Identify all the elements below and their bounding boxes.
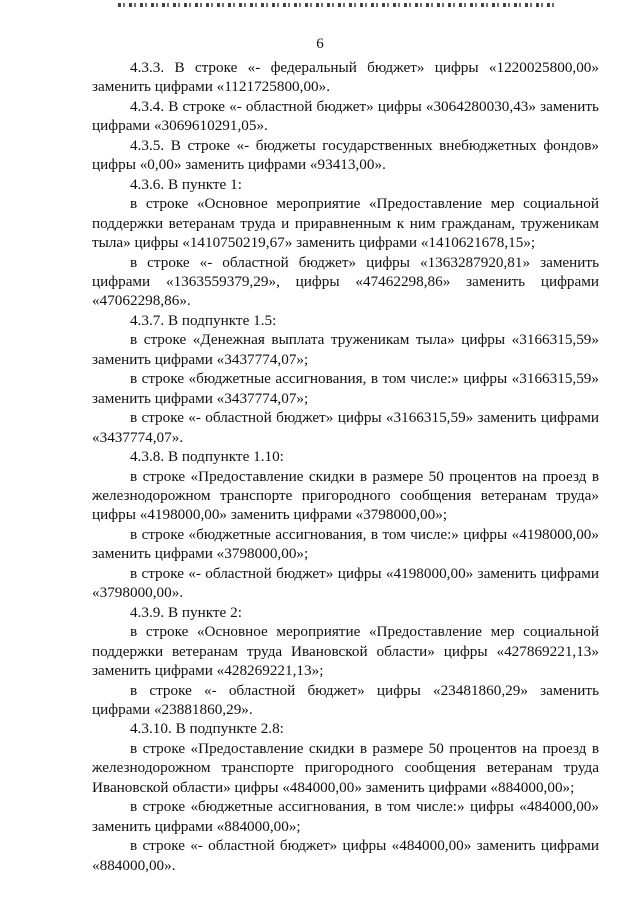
- paragraph-4-3-6-item-2: в строке «- областной бюджет» цифры «1363287920,81» заменить цифрами «1363559379,29», цифры «47462298,86» заменить цифрами «47062298,86».: [92, 253, 599, 310]
- paragraph-4-3-7-item-1: в строке «Денежная выплата труженикам тыла» цифры «3166315,59» заменить цифрами «3437774,07»;: [92, 331, 599, 368]
- paragraph-4-3-9-heading: 4.3.9. В пункте 2:: [130, 603, 242, 621]
- paragraph-4-3-8-item-3: в строке «- областной бюджет» цифры «4198000,00» заменить цифрами «3798000,00».: [92, 564, 599, 602]
- paragraph-4-3-6-heading: 4.3.6. В пункте 1:: [130, 175, 242, 193]
- paragraph-4-3-8-item-1: в строке «Предоставление скидки в размере 50 процентов на проезд в железнодорожном транспорте пригородного сообщения ветеранам труда» цифры «4198000,00» заменить цифрами «3798000,00»;: [92, 467, 599, 524]
- paragraph-4-3-7-heading: 4.3.7. В подпункте 1.5:: [130, 311, 277, 329]
- paragraph-4-3-8-heading: 4.3.8. В подпункте 1.10:: [130, 448, 284, 466]
- paragraph-4-3-7-item-2: в строке «бюджетные ассигнования, в том числе:» цифры «3166315,59» заменить цифрами «3437774,07»;: [92, 370, 599, 407]
- paragraph-4-3-5: 4.3.5. В строке «- бюджеты государственных внебюджетных фондов» цифры «0,00» заменить цифрами «93413,00».: [92, 136, 599, 174]
- paragraph-4-3-6-item-1: в строке «Основное мероприятие «Предоставление мер социальной поддержки ветеранам труда и приравненным к ним гражданам, труженикам тыла» цифры «1410750219,67» заменить цифрами «1410621678,15»;: [92, 195, 599, 252]
- paragraph-4-3-10-item-3: в строке «- областной бюджет» цифры «484000,00» заменить цифрами «884000,00».: [92, 837, 599, 874]
- paragraph-4-3-7-item-3: в строке «- областной бюджет» цифры «3166315,59» заменить цифрами «3437774,07».: [92, 409, 599, 446]
- paragraph-4-3-10-item-1: в строке «Предоставление скидки в размере 50 процентов на проезд в железнодорожном транспорте пригородного сообщения ветеранам труда Ивановской области» цифры «484000,00» заменить цифрами «884000,00»;: [92, 739, 599, 796]
- paragraph-4-3-10-heading: 4.3.10. В подпункте 2.8:: [130, 720, 284, 738]
- paragraph-4-3-9-item-2: в строке «- областной бюджет» цифры «23481860,29» заменить цифрами «23881860,29».: [92, 681, 599, 718]
- paragraph-4-3-8-item-2: в строке «бюджетные ассигнования, в том числе:» цифры «4198000,00» заменить цифрами «3798000,00»;: [92, 525, 599, 563]
- document-body: [92, 58, 599, 875]
- paragraph-4-3-10-item-2: в строке «бюджетные ассигнования, в том числе:» цифры «484000,00» заменить цифрами «884000,00»;: [92, 798, 599, 835]
- scan-edge-artifact: [118, 3, 558, 7]
- paragraph-4-3-4: 4.3.4. В строке «- областной бюджет» цифры «3064280030,43» заменить цифрами «3069610291,05».: [92, 97, 599, 135]
- paragraph-4-3-3: 4.3.3. В строке «- федеральный бюджет» цифры «1220025800,00» заменить цифрами «1121725800,00».: [92, 59, 599, 96]
- page-number: 6: [316, 36, 324, 52]
- paragraph-4-3-9-item-1: в строке «Основное мероприятие «Предоставление мер социальной поддержки ветеранам труда Ивановской области» цифры «427869221,13» заменить цифрами «428269221,13»;: [92, 623, 599, 680]
